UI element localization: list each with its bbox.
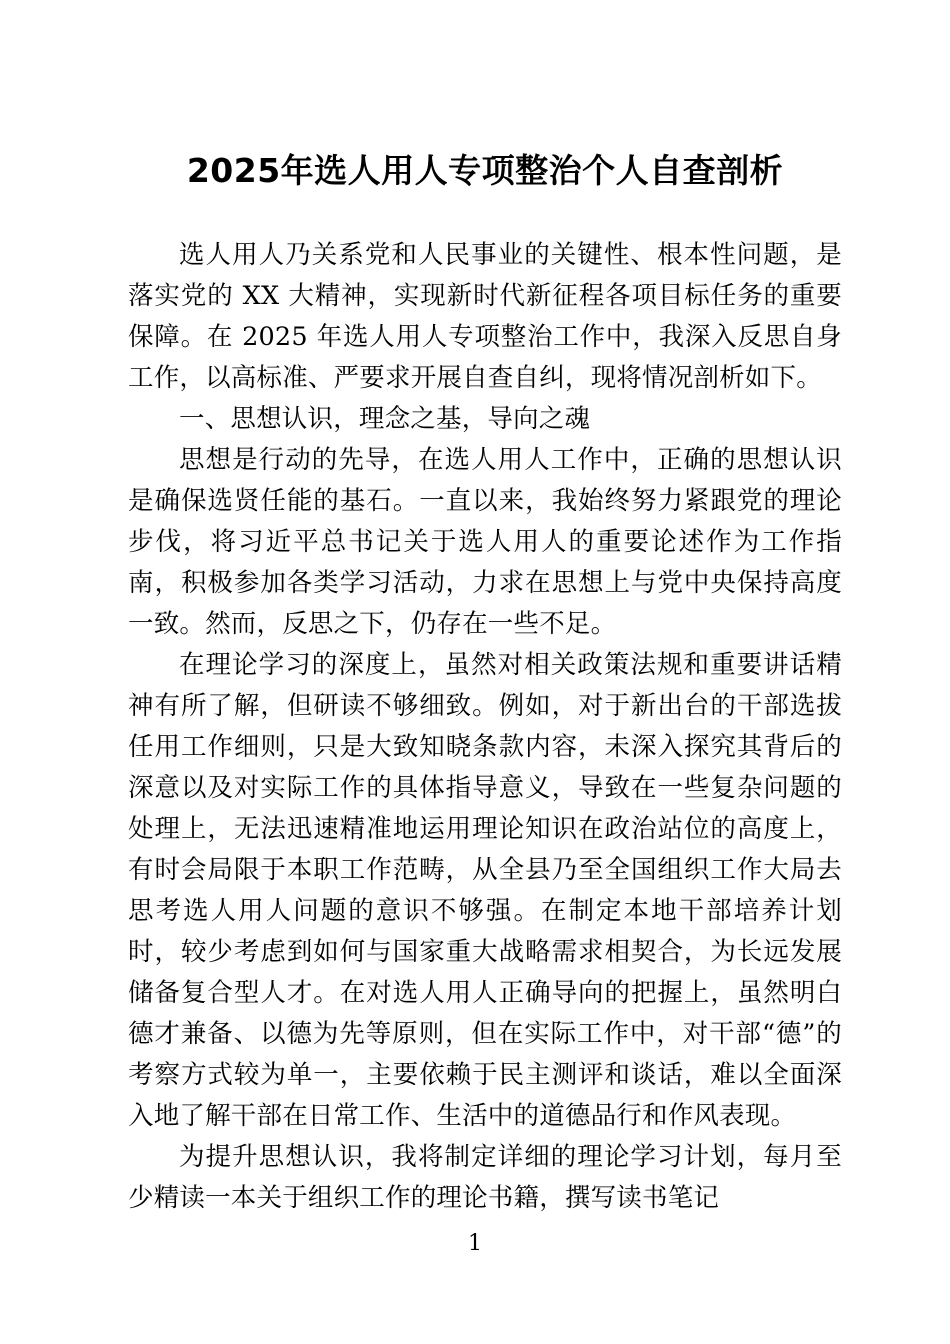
section-heading-1: 一、思想认识，理念之基，导向之魂 bbox=[179, 403, 591, 434]
page-number: 1 bbox=[468, 1231, 482, 1256]
paragraph-3: 在理论学习的深度上，虽然对相关政策法规和重要讲话精神有所了解，但研读不够细致。例如，对于新出台的干部选拔任用工作细则，只是大致知晓条款内容，未深入探究其背后的深意以及对实际工作的具体指导意义，导致在一些复杂问题的处理上，无法迅速精准地运用理论知识在政治站位的高度上，有时会局限于本职工作范畴，从全县乃至全国组织工作大局去思考选人用人问题的意识不够强。在制定本地干部培养计划时，较少考虑到如何与国家重大战略需求相契合，为长远发展储备复合型人才。在对选人用人正确导向的把握上，虽然明白德才兼备、以德为先等原则，但在实际工作中，对干部“德”的考察方式较为单一，主要依赖于民主测评和谈话，难以全面深入地了解干部在日常工作、生活中的道德品行和作风表现。 bbox=[128, 649, 842, 1131]
paragraph-1: 选人用人乃关系党和人民事业的关键性、根本性问题，是落实党的 XX 大精神，实现新时代新征程各项目标任务的重要保障。在 2025 年选人用人专项整治工作中，我深入反思自身工作，以高标准、严要求开展自查自纠，现将情况剖析如下。 bbox=[128, 239, 842, 393]
paragraph-2: 思想是行动的先导，在选人用人工作中，正确的思想认识是确保选贤任能的基石。一直以来，我始终努力紧跟党的理论步伐，将习近平总书记关于选人用人的重要论述作为工作指南，积极参加各类学习活动，力求在思想上与党中央保持高度一致。然而，反思之下，仍存在一些不足。 bbox=[128, 444, 842, 639]
paragraph-4: 为提升思想认识，我将制定详细的理论学习计划，每月至少精读一本关于组织工作的理论书籍，撰写读书笔记 bbox=[128, 1141, 842, 1213]
page-title: 2025年选人用人专项整治个人自查剖析 bbox=[186, 151, 784, 190]
